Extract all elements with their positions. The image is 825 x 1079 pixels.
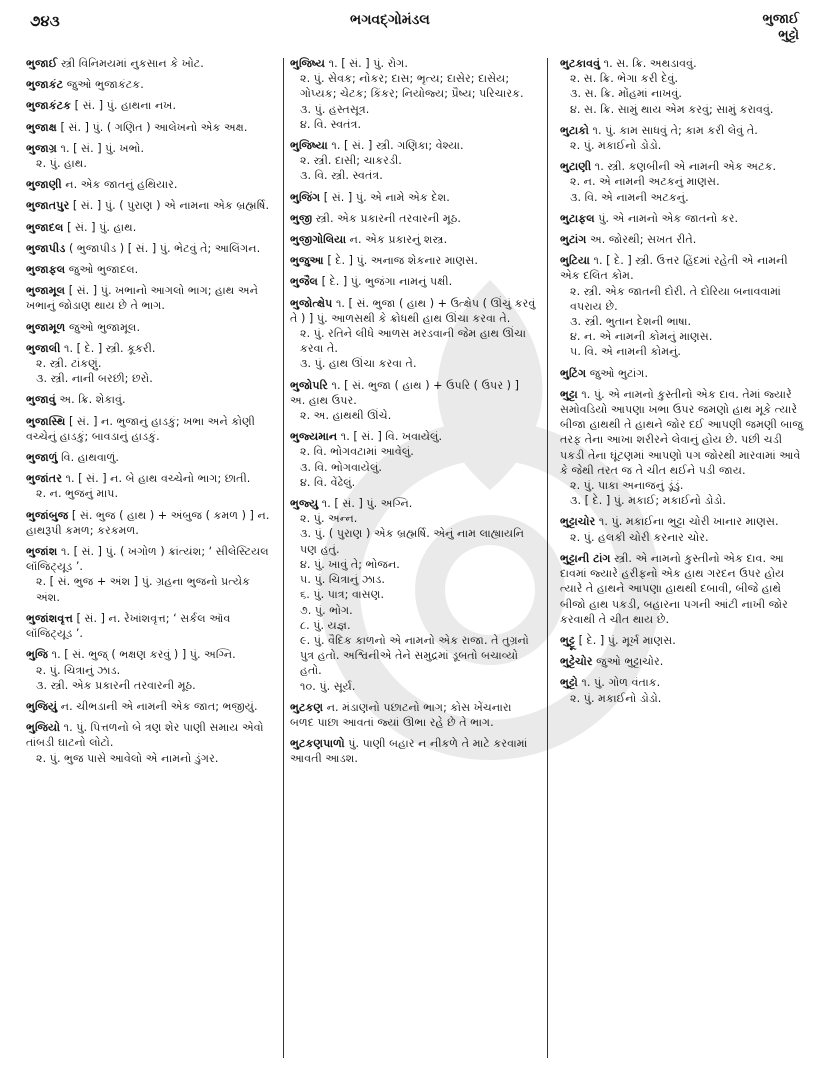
definition-sense: ૨. સ્ત્રી. ટાંકણું. xyxy=(36,357,102,371)
headword: ભુટાંગ xyxy=(560,233,587,247)
headword: ભુજાદલ xyxy=(26,220,64,234)
dictionary-entry xyxy=(560,654,806,669)
dictionary-entry xyxy=(26,471,272,501)
guide-words xyxy=(762,12,799,44)
headword: ભુજાળું xyxy=(26,451,58,465)
definition-sense: ૨. વિ. ભોગવટામાં આવેલું. xyxy=(300,445,414,459)
definition-sense: ૨. પું. ભુજ પાસે આવેલો એ નામનો ડુંગર. xyxy=(36,751,219,765)
page-header xyxy=(0,0,825,52)
headword: ભુટાફલ xyxy=(560,211,595,225)
headword: ભુટકણપાળો xyxy=(290,737,345,751)
definition-sense: [ સં. ] ન. ભુજાનું હાડકું; ખભા અને કોણી વચ્ચેનું હાડકું; બાવડાનું હાડકું. xyxy=(26,414,255,443)
definition-sense: [ સં. ] પું. એ નામે એક દેશ. xyxy=(323,190,450,204)
definition-sense: ૫. વિ. એ નામની કોમનું. xyxy=(570,345,681,359)
headword: ભુજાપીડ xyxy=(26,241,66,255)
definition-sense: અ. જોરથી; સખત રીતે. xyxy=(589,233,697,247)
definition-sense: પું. એ નામનો એક જાતનો કર. xyxy=(598,211,739,225)
dictionary-entry xyxy=(290,190,536,205)
headword: ભુજાંશવૃત્ત xyxy=(26,611,73,625)
definition-sense: ૨. પું. હલકી ચોરી કરનાર ચોર. xyxy=(570,530,709,544)
column-1 xyxy=(26,56,272,772)
definition-sense: ૧૦. પું. સૂર્ય. xyxy=(300,679,356,693)
definition-sense: ૪. પું. ખાવું તે; ભોજન. xyxy=(300,557,400,571)
definition-sense: ૨. પું. હાથ. xyxy=(36,157,87,171)
definition-sense: ૩. સ. ક્રિ. મોંહમાં નાખવું. xyxy=(570,87,682,101)
headword: ભુજાતપુર xyxy=(26,199,70,213)
definition-sense: ૧. પું. કામ સાધવું તે; કામ કરી લેવું તે. xyxy=(592,123,758,137)
dictionary-entry xyxy=(26,647,272,693)
definition-sense: ૧. [ સં. ] પું. ( ખગોળ ) ક્રાંત્યંશ; ‘ સીલેસ્ટિયલ લૉંજિટ્યૂડ ’. xyxy=(26,545,269,574)
headword: ભુજાવું xyxy=(26,393,56,407)
definition-sense: ૨. પું. મકાઈનો ડોડો. xyxy=(570,139,662,153)
definition-sense: ૩. સ્ત્રી. એક પ્રકારની તરવારની મૂઠ. xyxy=(36,678,196,692)
headword: ભુટ્ટા xyxy=(560,387,578,401)
definition-sense: ૧. [ સં. ] સ્ત્રી. ગણિકા; વેશ્યા. xyxy=(331,139,464,153)
headword: ભુજિષ્ય xyxy=(290,57,326,70)
dictionary-entry xyxy=(560,253,806,359)
dictionary-entry xyxy=(560,514,806,544)
definition-sense: ( ભુજાપીડ ) [ સં. ] પું. ભેટવું તે; આલિંગન. xyxy=(68,241,261,255)
definition-sense: ૧. [ સં. ] પું. ખભો. xyxy=(60,141,144,155)
dictionary-entry xyxy=(560,56,806,117)
dictionary-entry xyxy=(26,611,272,641)
definition-sense: ૨. [ સં. ભુજ + અંશ ] પું. ગ્રહના ભુજનો પ્રત્યેક અંશ. xyxy=(36,575,251,604)
dictionary-entry xyxy=(560,633,806,648)
dictionary-entry xyxy=(290,232,536,247)
dictionary-entry xyxy=(560,211,806,226)
definition-sense: [ દે. ] પું. મૂર્ખ માણસ. xyxy=(578,633,676,647)
dictionary-entry xyxy=(560,675,806,705)
definition-sense: ન. ચીભડાની એ નામની એક જાત; ભજીયું. xyxy=(60,699,258,713)
definition-sense: ૨. સ્ત્રી. એક જાતની દોરી. તે દોરિયા બનાવવામાં વપરાય છે. xyxy=(570,284,781,313)
definition-sense: જુઓ ભુટ્ટાચોર. xyxy=(596,655,664,669)
headword: ભુજાક્ષ xyxy=(26,120,57,134)
definition-sense: ૧. પું. પિત્તળનો બે ત્રણ શેર પાણી સમાય એવો તાંબડી ઘાટનો લોટો. xyxy=(26,721,264,750)
definition-sense: ન. મંડાણનો પછાટનો ભાગ; કોસ ખેંચનારા બળદ પાછા આવતાં જ્યાં ઊભા રહે છે તે ભાગ. xyxy=(290,700,512,729)
definition-sense: ૫. પું. ચિત્રાનું ઝાડ. xyxy=(300,573,385,587)
definition-sense: [ સં. ] પું. હાથના નખ. xyxy=(74,99,177,113)
dictionary-entry xyxy=(26,283,272,313)
dictionary-entry xyxy=(26,508,272,538)
definition-sense: ૨. સ્ત્રી. દાસી; ચાકરડી. xyxy=(300,154,402,168)
headword: ભુટ્ટાની ટાંગ xyxy=(560,551,611,565)
dictionary-entry xyxy=(290,56,536,132)
dictionary-entry xyxy=(290,736,536,766)
definition-sense: ૩. વિ. ભોગવાયેલું. xyxy=(300,460,382,474)
headword: ભુજિંગ xyxy=(290,190,321,204)
definition-sense: ૨. ન. ભુજનું માપ. xyxy=(36,487,119,501)
definition-sense: ૧. સ. ક્રિ. અથડાવવું. xyxy=(603,57,697,70)
headword: ભુજાસ્થિ xyxy=(26,414,66,428)
headword: ભુટાકો xyxy=(560,123,589,137)
dictionary-entry xyxy=(26,392,272,407)
definition-sense: ૨. પું. રતિને લીધે આળસ મરડવાની જેમ હાથ ઊંચા કરવા તે. xyxy=(300,327,526,356)
dictionary-entry xyxy=(26,720,272,766)
dictionary-entry xyxy=(290,378,536,424)
dictionary-entry xyxy=(26,262,272,277)
headword: ભુજાકંટક xyxy=(26,99,72,113)
guide-word-first: ભુજાઈ xyxy=(762,12,799,27)
definition-sense: ૩. પું. ( પુરાણ ) એક બ્રહ્મર્ષિ. એનું નામ લાહ્યાયનિ પણ હતું. xyxy=(300,527,525,556)
definition-sense: ૭. પું. ભોગ. xyxy=(300,603,353,617)
headword: ભુજી xyxy=(290,211,313,225)
definition-sense: [ સં. ] પું. હાથ. xyxy=(67,220,137,234)
definition-sense: જુઓ ભુટાંગ. xyxy=(589,366,649,380)
dictionary-entry xyxy=(26,241,272,256)
definition-sense: જુઓ ભુજાકંટક. xyxy=(66,78,144,92)
headword: ભુજિયો xyxy=(26,721,61,735)
definition-sense: ૧. પું. મકાઈના ભુટ્ટા ચોરી ખાનાર માણસ. xyxy=(598,515,779,529)
headword: ભુજિષ્યા xyxy=(290,139,328,153)
dictionary-entry xyxy=(26,544,272,605)
definition-sense: [ સં. ] ન. રેખાંશવૃત્ત; ‘ સર્કલ ઑવ લૉંજિટ્યૂડ ’. xyxy=(26,611,231,641)
headword: ભુજોપરિ xyxy=(290,378,328,392)
definition-sense: ૮. પું. યજ્ઞ. xyxy=(300,618,351,632)
definition-sense: ન. એક જાતનું હથિયાર. xyxy=(65,178,178,192)
headword: ભુજાંબુજ xyxy=(26,508,69,522)
column-divider xyxy=(283,58,284,1058)
definition-sense: વિ. હાથવાળું. xyxy=(61,451,119,465)
definition-sense: ૧. સ્ત્રી. કણબીની એ નામની એક અટક. xyxy=(594,160,777,174)
headword: ભુજાણી xyxy=(26,178,62,192)
dictionary-entry xyxy=(560,123,806,153)
dictionary-entry xyxy=(26,56,272,71)
dictionary-entry xyxy=(290,253,536,268)
dictionary-entry xyxy=(290,429,536,490)
definition-sense: ૨. અ. હાથથી ઊંચે. xyxy=(300,409,392,423)
headword: ભુજાંશ xyxy=(26,545,58,559)
dictionary-entry xyxy=(290,138,536,184)
dictionary-entry xyxy=(26,177,272,192)
definition-sense: જુઓ ભુજાદલ. xyxy=(68,263,139,277)
definition-sense: ૧. [ સં. ભુજા ( હાથ ) + ઉપરિ ( ઉપર ) ] અ. હાથ ઉપર. xyxy=(290,378,519,407)
definition-sense: [ દે. ] પું. અનાજ શેકનાર માણસ. xyxy=(327,254,478,268)
definition-sense: સ્ત્રી. એક પ્રકારની તરવારની મૂઠ. xyxy=(315,211,461,225)
definition-sense: ૩. વિ. એ નામની અટકનું. xyxy=(570,190,689,204)
headword: ભુટકણ xyxy=(290,700,324,714)
guide-word-last: ભુટ્ટો xyxy=(778,28,799,43)
dictionary-entry xyxy=(26,414,272,444)
definition-sense: ૩. સ્ત્રી. ભુતાન દેશની ભાષા. xyxy=(570,315,692,329)
definition-sense: [ સં. ] પું. ( ગણિત ) આલેખનો એક અક્ષ. xyxy=(60,120,248,134)
definition-sense: [ સં. ] પું. ખભાનો આગલો ભાગ; હાથ અને ખભાનું જોડાણ થાય છે તે ભાગ. xyxy=(26,284,259,313)
headword: ભુટકાવવું xyxy=(560,57,601,70)
definition-sense: ૨. પું. મકાઈનો ડોડો. xyxy=(570,691,662,705)
headword: ભુજામૂળ xyxy=(26,320,66,334)
dictionary-entry xyxy=(26,450,272,465)
definition-sense: ૧. [ સં. ભુજ્ ( ભક્ષણ કરવું ) ] પું. અગ્નિ. xyxy=(51,648,236,662)
definition-sense: ૧. પું. ગોળ વંતાક. xyxy=(581,676,661,690)
definition-sense: ૧. [ દે. ] સ્ત્રી. કૂકરી. xyxy=(64,341,156,355)
dictionary-entry xyxy=(26,699,272,714)
definition-sense: ૧. [ સં. ] પું. અગ્નિ. xyxy=(321,497,413,511)
definition-sense: ૩. વિ. સ્ત્રી. સ્વતંત્ર. xyxy=(300,169,383,183)
dictionary-entry xyxy=(26,141,272,171)
dictionary-entry xyxy=(26,98,272,113)
dictionary-entry xyxy=(560,232,806,247)
column-2 xyxy=(290,56,536,773)
dictionary-entry xyxy=(290,211,536,226)
headword: ભુટ્ટૂ xyxy=(560,633,576,647)
definition-sense: [ દે. ] પું. ભુજંગા નામનું પક્ષી. xyxy=(321,275,453,289)
dictionary-entry xyxy=(560,387,806,509)
definition-sense: ૨. પું. અન્ન. xyxy=(300,512,358,526)
definition-sense: ૧. [ સં. ] પું. રોગ. xyxy=(328,57,408,70)
headword: ભુજામૂલ xyxy=(26,284,66,298)
column-divider xyxy=(547,58,548,1058)
headword: ભુજાકંટ xyxy=(26,78,64,92)
running-title: ભગવદ્ગોમંડલ xyxy=(350,12,430,28)
headword: ભુજિ xyxy=(26,648,49,662)
definition-sense: ૨. પું. સેવક; નોકર; દાસ; ભૃત્ય; દાસેર; દાસેય; ગોપ્યક; ચેટક; કિંકર; નિયોજ્ય; પ્રૈષ્ય; પરિચારક. xyxy=(300,72,524,101)
dictionary-entry xyxy=(26,220,272,235)
headword: ભુજિયું xyxy=(26,699,58,713)
dictionary-entry xyxy=(290,496,536,694)
dictionary-entry xyxy=(290,274,536,289)
definition-sense: ૧. [ સં. ] વિ. ખવાયેલું. xyxy=(340,430,443,444)
definition-sense: ન. એક પ્રકારનું શસ્ત્ર. xyxy=(349,233,448,247)
definition-sense: ૧. [ સં. ] ન. બે હાથ વચ્ચેનો ભાગ; છાતી. xyxy=(65,472,251,486)
definition-sense: ૩. પું. હસ્તસૂત્ર. xyxy=(300,102,370,116)
definition-sense: પું. પાણી બહાર ન નીકળે તે માટે કરવામાં આવતી આડશ. xyxy=(290,737,528,766)
dictionary-entry xyxy=(290,296,536,372)
headword: ભુજોત્ક્ષેપ xyxy=(290,296,333,310)
definition-sense: ૨. પું. પાકા અનાજનું ડૂંડું. xyxy=(570,479,684,493)
headword: ભુજાલી xyxy=(26,341,61,355)
definition-sense: ૨. પું. ચિત્રાનું ઝાડ. xyxy=(36,663,121,677)
definition-sense: ૪. ન. એ નામની કોમનું માણસ. xyxy=(570,330,713,344)
definition-sense: [ સં. ] પું. ( પુરાણ ) એ નામના એક બ્રહ્મર્ષિ. xyxy=(72,199,270,213)
dictionary-entry xyxy=(560,366,806,381)
dictionary-entry xyxy=(26,341,272,387)
headword: ભુજ્યુ xyxy=(290,497,319,511)
definition-sense: ૧. [ સં. ભુજા ( હાથ ) + ઉત્ક્ષેપ ( ઊંચું કરવું તે ) ] પું. આળસથી કે ક્રોધથી હાથ ઊંચા કરવા તે. xyxy=(290,296,536,325)
column-3 xyxy=(560,56,806,712)
definition-sense: ૩. [ દે. ] પું. મકાઈ; મકાઈનો ડોડો. xyxy=(570,494,726,508)
page-number: ૭૪૩ xyxy=(30,12,60,30)
definition-sense: ૪. સ. ક્રિ. સામું થાય એમ કરવું; સામું કરાવવું. xyxy=(570,102,774,116)
headword: ભુજાગ્ર xyxy=(26,141,57,155)
dictionary-entry xyxy=(26,77,272,92)
definition-sense: સ્ત્રી વિનિમયમાં નુકસાન કે ખોટ. xyxy=(60,57,204,70)
dictionary-entry xyxy=(560,551,806,627)
dictionary-entry xyxy=(26,320,272,335)
definition-sense: ૪. વિ. સ્વતંત્ર. xyxy=(300,117,362,131)
dictionary-entry xyxy=(560,159,806,205)
definition-sense: ૩. પું. હાથ ઊંચા કરવા તે. xyxy=(300,357,417,371)
definition-sense: ૨. ન. એ નામની અટકનું માણસ. xyxy=(570,175,720,189)
definition-sense: ૧. પું. એ નામનો કુસ્તીનો એક દાવ. તેમાં જ્યારે સમોવડિયો આપણા ખભા ઉપર જમણો હાથ મૂકે ત્યારે બીજા હાથથી તે હાથને જોર દઈ આપણી જમણી બાજુ તરફ તેના આખા શરીરને લેવાનું હોય છે. પછી ચડી પકડી તેના ઘૂંટણમાં આપણો પગ જોરથી મારવામાં આવે કે જેથી તરત જ તે ચીત થઈને પડી જાય. xyxy=(560,387,803,477)
headword: ભુજાઈ xyxy=(26,57,58,70)
definition-sense: ૯. પું. વૈદિક કાળનો એ નામનો એક રાજા. તે તુગ્રનો પુત્ર હતો. અશ્વિનીએ તેને સમુદ્રમાં ડૂબતો બચાવ્યો હતો. xyxy=(300,633,529,678)
headword: ભુટાણી xyxy=(560,160,592,174)
definition-sense: સ્ત્રી. એ નામનો કુસ્તીનો એક દાવ. આ દાવમાં જ્યારે હરીફનો એક હાથ ગરદન ઉપર હોય ત્યારે તે હાથને આપણા હાથથી દબાવી, બીજે હાથે બીજો હાથ પકડી, બહારના પગની આંટી નાખી જોર કરવાથી તે ચીત થાય છે. xyxy=(560,551,788,626)
definition-sense: જુઓ ભુજામૂલ. xyxy=(68,320,141,334)
headword: ભુજૈલ xyxy=(290,275,318,289)
definition-sense: ૪. વિ. વેંઢેલું. xyxy=(300,475,356,489)
dictionary-entry xyxy=(26,198,272,213)
definition-sense: ૧. [ દે. ] સ્ત્રી. ઉત્તર હિંદમાં રહેતી એ નામની એક દલિત કોમ. xyxy=(560,254,788,283)
headword: ભુટિયા xyxy=(560,254,590,268)
definition-sense: ૨. સ. ક્રિ. ભેગા કરી દેવું. xyxy=(570,72,679,86)
headword: ભુટ્ટો xyxy=(560,676,578,690)
headword: ભુજ્યમાન xyxy=(290,430,338,444)
headword: ભુજાંતર xyxy=(26,472,62,486)
headword: ભુજીગોલિયા xyxy=(290,233,347,247)
headword: ભુટિંગ xyxy=(560,366,587,380)
headword: ભુજાફલ xyxy=(26,263,66,277)
definition-sense: [ સં. ભુજ ( હાથ ) + અંબુજ ( કમળ ) ] ન. હાથરૂપી કમળ; કરકમળ. xyxy=(26,508,270,537)
definition-sense: ૩. સ્ત્રી. નાની બરછી; છરો. xyxy=(36,372,153,386)
definition-sense: ૬. પું. પાત્ર; વાસણ. xyxy=(300,588,385,602)
definition-sense: અ. ક્રિ. શેકાવું. xyxy=(59,393,126,407)
dictionary-entry xyxy=(290,700,536,730)
headword: ભુટ્ટાચોર xyxy=(560,515,596,529)
dictionary-entry xyxy=(26,120,272,135)
headword: ભુજુઆ xyxy=(290,254,324,268)
headword: ભુટ્ટેચોર xyxy=(560,655,593,669)
